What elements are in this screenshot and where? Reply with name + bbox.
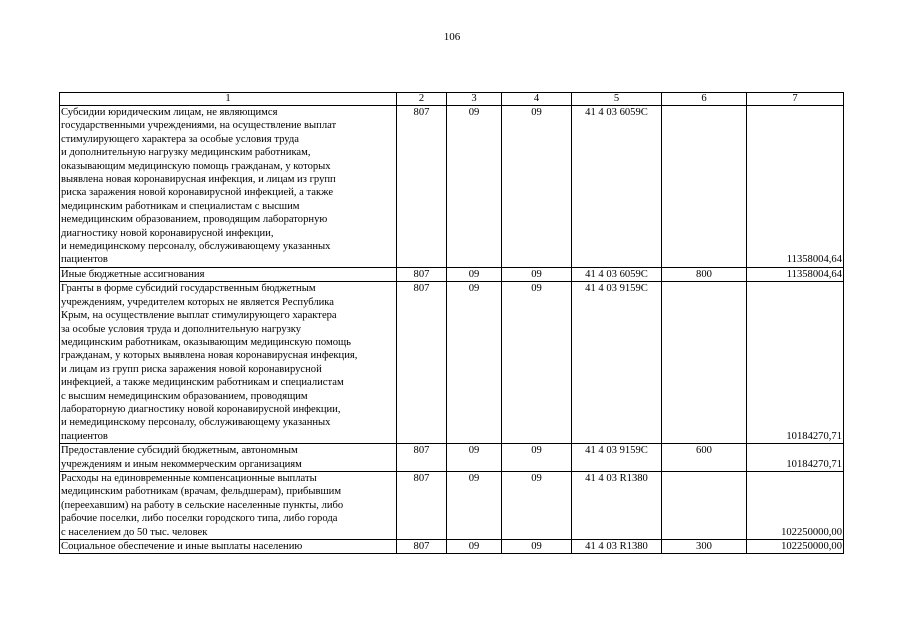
cell-gr: 807 [397,540,447,554]
cell-pr: 09 [502,471,572,539]
cell-rz: 09 [447,444,502,472]
name-line: Иные бюджетные ассигнования [61,268,205,280]
name-line: с высшим немедицинским образованием, проводящим [61,390,308,402]
name-line: и немедицинскому персоналу, обслуживающему указанных [61,241,331,253]
cell-csr: 41 4 03 6059С [572,267,662,281]
name-line: риска заражения новой коронавирусной инфекцией, а также [61,187,334,199]
cell-sum: 11358004,64 [747,106,844,268]
name-line: учреждениям и иным некоммерческим организациям [61,458,302,470]
name-line: Субсидии юридическим лицам, не являющимся [61,107,278,118]
name-line: учреждениям, учредителем которых не является Республика [61,296,334,308]
cell-gr: 807 [397,282,447,444]
cell-csr: 41 4 03 R1380 [572,540,662,554]
table-row [60,540,844,554]
column-header: 1 [60,93,397,106]
name-line: рабочие поселки, либо поселки городского типа, либо города [61,513,338,525]
cell-pr: 09 [502,267,572,281]
column-header: 6 [662,93,747,106]
name-line: Гранты в форме субсидий государственным бюджетным [61,283,316,295]
cell-sum: 10184270,71 [747,282,844,444]
column-header: 5 [572,93,662,106]
name-line: Социальное обеспечение и иные выплаты населению [61,541,303,552]
column-header: 3 [447,93,502,106]
cell-name [60,540,397,554]
table-row [60,267,844,281]
cell-pr: 09 [502,282,572,444]
cell-rz: 09 [447,267,502,281]
cell-sum: 102250000,00 [747,540,844,554]
name-line: государственными учреждениями, на осуществление выплат [61,120,337,132]
name-line: медицинским работникам (врачам, фельдшерам), прибывшим [61,486,342,498]
column-header: 2 [397,93,447,106]
cell-vr: 300 [662,540,747,554]
cell-name [60,444,397,472]
name-line: и лицам из групп риска заражения новой коронавирусной [61,363,322,375]
column-header: 4 [502,93,572,106]
name-line: стимулирующего характера за особые условия труда [61,133,299,145]
cell-name [60,471,397,539]
table-row [60,471,844,539]
name-line: Расходы на единовременные компенсационные выплаты [61,472,317,484]
name-line: с населением до 50 тыс. человек [61,526,208,538]
name-line: (переехавшим) на работу в сельские населенные пункты, либо [61,499,344,511]
name-line: за особые условия труда и дополнительную нагрузку [61,323,302,335]
cell-gr: 807 [397,444,447,472]
name-line: медицинским работникам, оказывающим медицинскую помощь [61,336,351,348]
cell-csr: 41 4 03 R1380 [572,471,662,539]
cell-gr: 807 [397,267,447,281]
table-row [60,444,844,472]
cell-pr: 09 [502,444,572,472]
cell-pr: 09 [502,106,572,268]
name-line: медицинским работникам и специалистам с высшим [61,200,300,212]
cell-vr: 600 [662,444,747,472]
name-line: пациентов [61,254,108,266]
name-line: инфекцией, а также медицинским работникам и специалистам [61,377,344,389]
cell-gr: 807 [397,471,447,539]
cell-pr: 09 [502,540,572,554]
cell-rz: 09 [447,282,502,444]
cell-vr [662,282,747,444]
cell-rz: 09 [447,540,502,554]
budget-table [59,92,844,554]
cell-vr [662,106,747,268]
cell-vr: 800 [662,267,747,281]
cell-rz: 09 [447,106,502,268]
table-row [60,106,844,268]
cell-csr: 41 4 03 9159С [572,282,662,444]
name-line: лабораторную диагностику новой коронавирусной инфекции, [61,403,341,415]
name-line: немедицинским образованием, проводящим лабораторную [61,214,328,226]
name-line: диагностику новой коронавирусной инфекции, [61,227,274,239]
name-line: Предоставление субсидий бюджетным, автономным [61,445,298,457]
cell-name [60,267,397,281]
cell-sum: 102250000,00 [747,471,844,539]
cell-sum: 11358004,64 [747,267,844,281]
name-line: Крым, на осуществление выплат стимулирующего характера [61,310,337,322]
cell-sum: 10184270,71 [747,444,844,472]
name-line: и дополнительную нагрузку медицинским работникам, [61,147,311,159]
name-line: пациентов [61,430,108,442]
cell-vr [662,471,747,539]
header-row [60,93,844,106]
cell-rz: 09 [447,471,502,539]
column-header: 7 [747,93,844,106]
name-line: выявлена новая коронавирусная инфекция, и лицам из групп [61,174,336,186]
page-number: 106 [443,31,461,43]
cell-csr: 41 4 03 9159С [572,444,662,472]
name-line: оказывающим медицинскую помощь гражданам, у которых [61,160,331,172]
cell-gr: 807 [397,106,447,268]
cell-csr: 41 4 03 6059С [572,106,662,268]
cell-name [60,282,397,444]
table-row [60,282,844,444]
name-line: гражданам, у которых выявлена новая коронавирусная инфекция, [61,350,358,362]
name-line: и немедицинскому персоналу, обслуживающему указанных [61,417,331,429]
cell-name [60,106,397,268]
